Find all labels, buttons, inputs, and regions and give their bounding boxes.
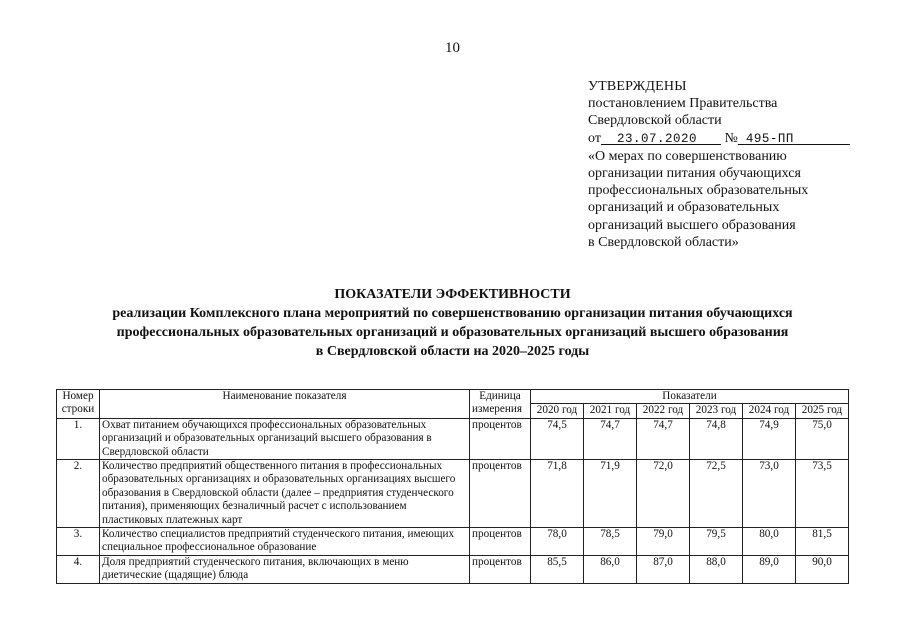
title-line: профессиональных образовательных организаций и образовательных организаций высшего образования — [116, 325, 789, 340]
row-value: 74,5 — [531, 418, 584, 459]
row-value: 89,0 — [743, 555, 796, 583]
row-value: 90,0 — [796, 555, 849, 583]
table-header-row — [57, 390, 849, 404]
approval-date-line — [588, 130, 850, 148]
row-value: 73,5 — [796, 460, 849, 528]
header-year: 2021 год — [584, 404, 637, 418]
header-year: 2020 год — [531, 404, 584, 418]
approval-number: 495-ПП — [745, 131, 794, 146]
row-value: 74,7 — [584, 418, 637, 459]
resolution-line: организации питания обучающихся — [588, 166, 801, 182]
row-value: 87,0 — [637, 555, 690, 583]
row-number: 1. — [57, 418, 100, 459]
indicators-table — [56, 389, 849, 584]
page-number: 10 — [445, 40, 460, 56]
resolution-line: организаций и образовательных — [588, 200, 780, 216]
title-heading: ПОКАЗАТЕЛИ ЭФФЕКТИВНОСТИ — [334, 287, 571, 302]
header-year: 2023 год — [690, 404, 743, 418]
row-name: Доля предприятий студенческого питания, включающих в меню диетические (щадящие) блюда — [100, 555, 470, 583]
table-row — [57, 528, 849, 556]
number-prefix: № — [724, 130, 738, 146]
row-number: 3. — [57, 528, 100, 556]
row-unit: процентов — [470, 418, 531, 459]
title-line: в Свердловской области на 2020–2025 годы — [315, 344, 590, 359]
row-number: 4. — [57, 555, 100, 583]
approval-line-2: Свердловской области — [588, 113, 722, 129]
resolution-line: организаций высшего образования — [588, 217, 796, 233]
approval-block — [588, 78, 850, 251]
header-number: Номер строки — [57, 390, 100, 419]
row-unit: процентов — [470, 528, 531, 556]
resolution-line: «О мерах по совершенствованию — [588, 148, 787, 164]
row-value: 75,0 — [796, 418, 849, 459]
header-year: 2022 год — [637, 404, 690, 418]
approval-date: 23.07.2020 — [616, 131, 697, 146]
row-value: 85,5 — [531, 555, 584, 583]
table-row — [57, 555, 849, 583]
row-value: 79,0 — [637, 528, 690, 556]
row-value: 86,0 — [584, 555, 637, 583]
row-value: 72,5 — [690, 460, 743, 528]
table-row — [57, 418, 849, 459]
row-value: 74,7 — [637, 418, 690, 459]
row-value: 78,5 — [584, 528, 637, 556]
document-title — [0, 285, 905, 361]
row-value: 74,8 — [690, 418, 743, 459]
row-value: 74,9 — [743, 418, 796, 459]
row-name: Количество предприятий общественного питания в профессиональных образовательных организациях и образовательных организациях высшего образования в Свердловской области (далее – предприятия студенческого питания), применяющих безналичный расчет с использованием пластиковых платежных карт — [100, 460, 470, 528]
title-line: реализации Комплексного плана мероприятий по совершенствованию организации питания обучающихся — [112, 306, 793, 321]
header-year: 2024 год — [743, 404, 796, 418]
row-unit: процентов — [470, 460, 531, 528]
row-number: 2. — [57, 460, 100, 528]
header-name: Наименование показателя — [100, 390, 470, 419]
table-row — [57, 460, 849, 528]
header-indicators: Показатели — [531, 390, 849, 404]
approval-heading: УТВЕРЖДЕНЫ — [588, 79, 687, 94]
header-unit: Единица измерения — [470, 390, 531, 419]
row-value: 72,0 — [637, 460, 690, 528]
row-name: Количество специалистов предприятий студенческого питания, имеющих специальное профессиональное образование — [100, 528, 470, 556]
row-unit: процентов — [470, 555, 531, 583]
row-value: 79,5 — [690, 528, 743, 556]
row-value: 80,0 — [743, 528, 796, 556]
row-value: 88,0 — [690, 555, 743, 583]
row-value: 78,0 — [531, 528, 584, 556]
row-value: 81,5 — [796, 528, 849, 556]
row-value: 73,0 — [743, 460, 796, 528]
row-name: Охват питанием обучающихся профессиональных образовательных организаций и образовательных организаций высшего образования в Свердловской области — [100, 418, 470, 459]
row-value: 71,8 — [531, 460, 584, 528]
date-prefix: от — [588, 130, 601, 146]
header-year: 2025 год — [796, 404, 849, 418]
row-value: 71,9 — [584, 460, 637, 528]
resolution-line: в Свердловской области» — [588, 234, 739, 250]
approval-line-1: постановлением Правительства — [588, 96, 778, 112]
resolution-line: профессиональных образовательных — [588, 183, 809, 199]
